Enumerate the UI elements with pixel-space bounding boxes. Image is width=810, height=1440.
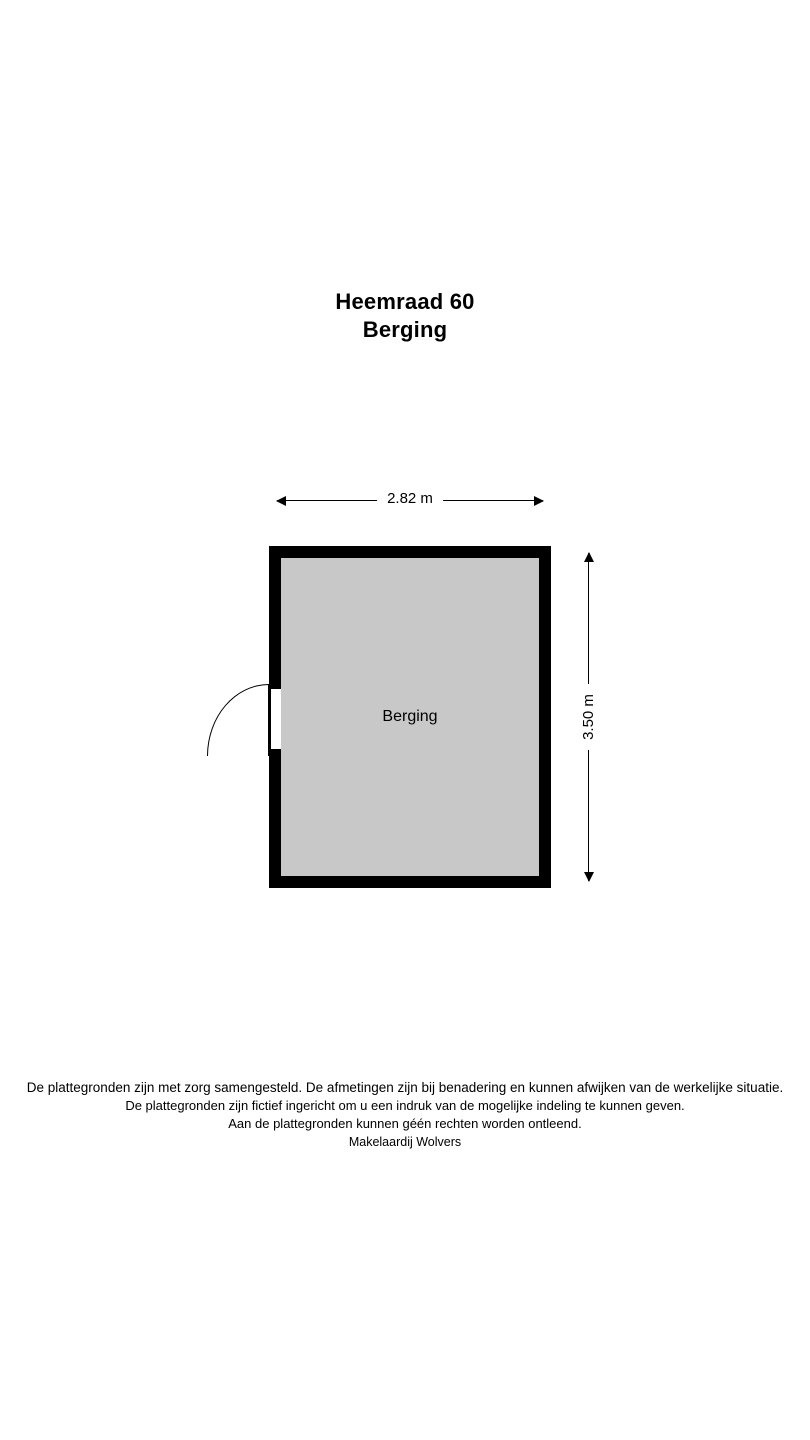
arrow-up-icon [584,552,594,562]
disclaimer-line-2: De plattegronden zijn fictief ingericht om u een indruk van de mogelijke indeling te kunnen geven. [125,1098,685,1113]
door-leaf-icon [268,684,271,756]
disclaimer-line-1: De plattegronden zijn met zorg samengesteld. De afmetingen zijn bij benadering en kunnen afwijken van de werkelijke situatie. [26,1080,784,1095]
room-walls [269,546,551,888]
room-floor [281,558,539,876]
arrow-left-icon [276,496,286,506]
dimension-height [580,553,597,881]
dimension-width [277,490,543,507]
arrow-right-icon [534,496,544,506]
dimension-width-label: 2.82 m [377,489,443,509]
room-label: Berging [382,708,438,725]
arrow-down-icon [584,872,594,882]
dimension-height-label: 3.50 m [579,684,599,750]
disclaimer [0,1078,810,1151]
floor-name: Berging [362,317,448,342]
disclaimer-line-3: Aan de plattegronden kunnen géén rechten worden ontleend. [228,1116,582,1131]
property-address: Heemraad 60 [335,289,475,314]
agency-name: Makelaardij Wolvers [348,1135,462,1149]
